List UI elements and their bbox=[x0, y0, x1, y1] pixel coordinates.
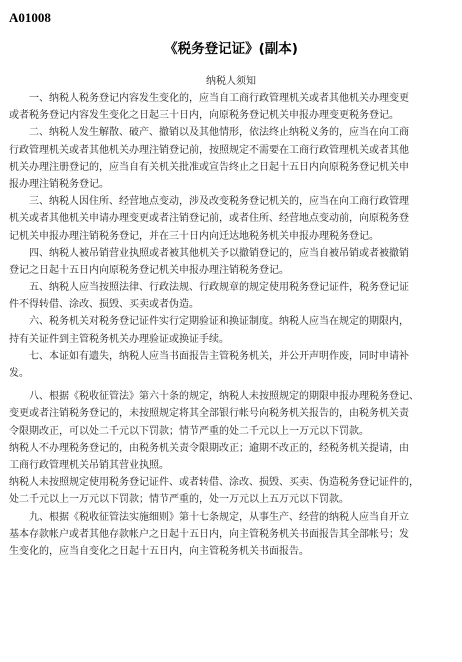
text-line: 报办理注销税务登记。 bbox=[9, 178, 109, 190]
text-line: 六、税务机关对税务登记证件实行定期验证和换证制度。纳税人应当在规定的期限内， bbox=[29, 316, 409, 328]
text-line: 或者税务登记内容发生变化之日起三十日内，向原税务登记机关申报办理变更税务登记。 bbox=[9, 110, 399, 122]
text-line: 令限期改正，可以处二千元以下罚款；情节严重的处二千元以上一万元以下罚款。 bbox=[9, 425, 369, 437]
text-line: 八、根据《税收征管法》第六十条的规定，纳税人未按照规定的期限申报办理税务登记、 bbox=[29, 391, 419, 403]
text-line: 发。 bbox=[9, 368, 29, 379]
text-line: 三、纳税人因住所、经营地点变动，涉及改变税务登记机关的，应当在向工商行政管理 bbox=[29, 196, 409, 208]
text-line: 件不得转借、涂改、损毁、买卖或者伪造。 bbox=[9, 299, 199, 311]
text-line: 九、根据《税收征管法实施细则》第十七条规定，从事生产、经营的纳税人应当自开立 bbox=[29, 511, 409, 523]
notice-heading: 纳税人须知 bbox=[206, 76, 256, 87]
document-title: 《税务登记证》(副本) bbox=[164, 41, 298, 57]
text-line: 持有关证件到主管税务机关办理验证或换证手续。 bbox=[9, 333, 229, 345]
text-line: 行政管理机关或者其他机关办理注销登记前，按照规定不需要在工商行政管理机关或者其他 bbox=[9, 144, 409, 156]
text-line: 七、本证如有遗失，纳税人应当书面报告主管税务机关，并公开声明作废，同时申请补 bbox=[29, 350, 409, 362]
text-line: 四、纳税人被吊销营业执照或者被其他机关予以撤销登记的，应当自被吊销或者被撤销 bbox=[29, 247, 409, 259]
document-code: A01008 bbox=[9, 10, 51, 25]
text-line: 一、纳税人税务登记内容发生变化的，应当自工商行政管理机关或者其他机关办理变更 bbox=[29, 93, 409, 104]
text-line: 基本存款帐户或者其他存款帐户之日起十五日内，向主管税务机关书面报告其全部帐号；发 bbox=[9, 528, 409, 540]
text-line: 二、纳税人发生解散、破产、撤销以及其他情形，依法终止纳税义务的，应当在向工商 bbox=[29, 127, 409, 139]
text-line: 登记之日起十五日内向原税务登记机关申报办理注销税务登记。 bbox=[9, 264, 289, 276]
text-line: 生变化的，应当自变化之日起十五日内，向主管税务机关书面报告。 bbox=[9, 545, 309, 557]
text-line: 机关办理注册登记的，应当自有关机关批准或宣告终止之日起十五日内向原税务登记机关申 bbox=[9, 161, 409, 173]
text-line: 记机关申报办理注销税务登记，并在三十日内向迁达地税务机关申报办理税务登记。 bbox=[9, 230, 379, 242]
text-line: 处二千元以上一万元以下罚款；情节严重的，处一万元以上五万元以下罚款。 bbox=[9, 494, 349, 506]
text-line: 机关或者其他机关申请办理变更或者注销登记前，或者住所、经营地点变动前，向原税务登 bbox=[9, 213, 409, 225]
text-line: 工商行政管理机关吊销其营业执照。 bbox=[9, 459, 169, 471]
text-line: 纳税人不办理税务登记的，由税务机关责令限期改正；逾期不改正的，经税务机关提请，由 bbox=[9, 442, 409, 454]
text-line: 变更或者注销税务登记的，未按照规定将其全部银行帐号向税务机关报告的，由税务机关责 bbox=[9, 408, 409, 420]
text-line: 五、纳税人应当按照法律、行政法规、行政规章的规定使用税务登记证件，税务登记证 bbox=[29, 282, 409, 294]
text-line: 纳税人未按照规定使用税务登记证件、或者转借、涂改、损毁、买卖、伪造税务登记证件的， bbox=[9, 477, 419, 489]
notice-body bbox=[9, 90, 455, 560]
